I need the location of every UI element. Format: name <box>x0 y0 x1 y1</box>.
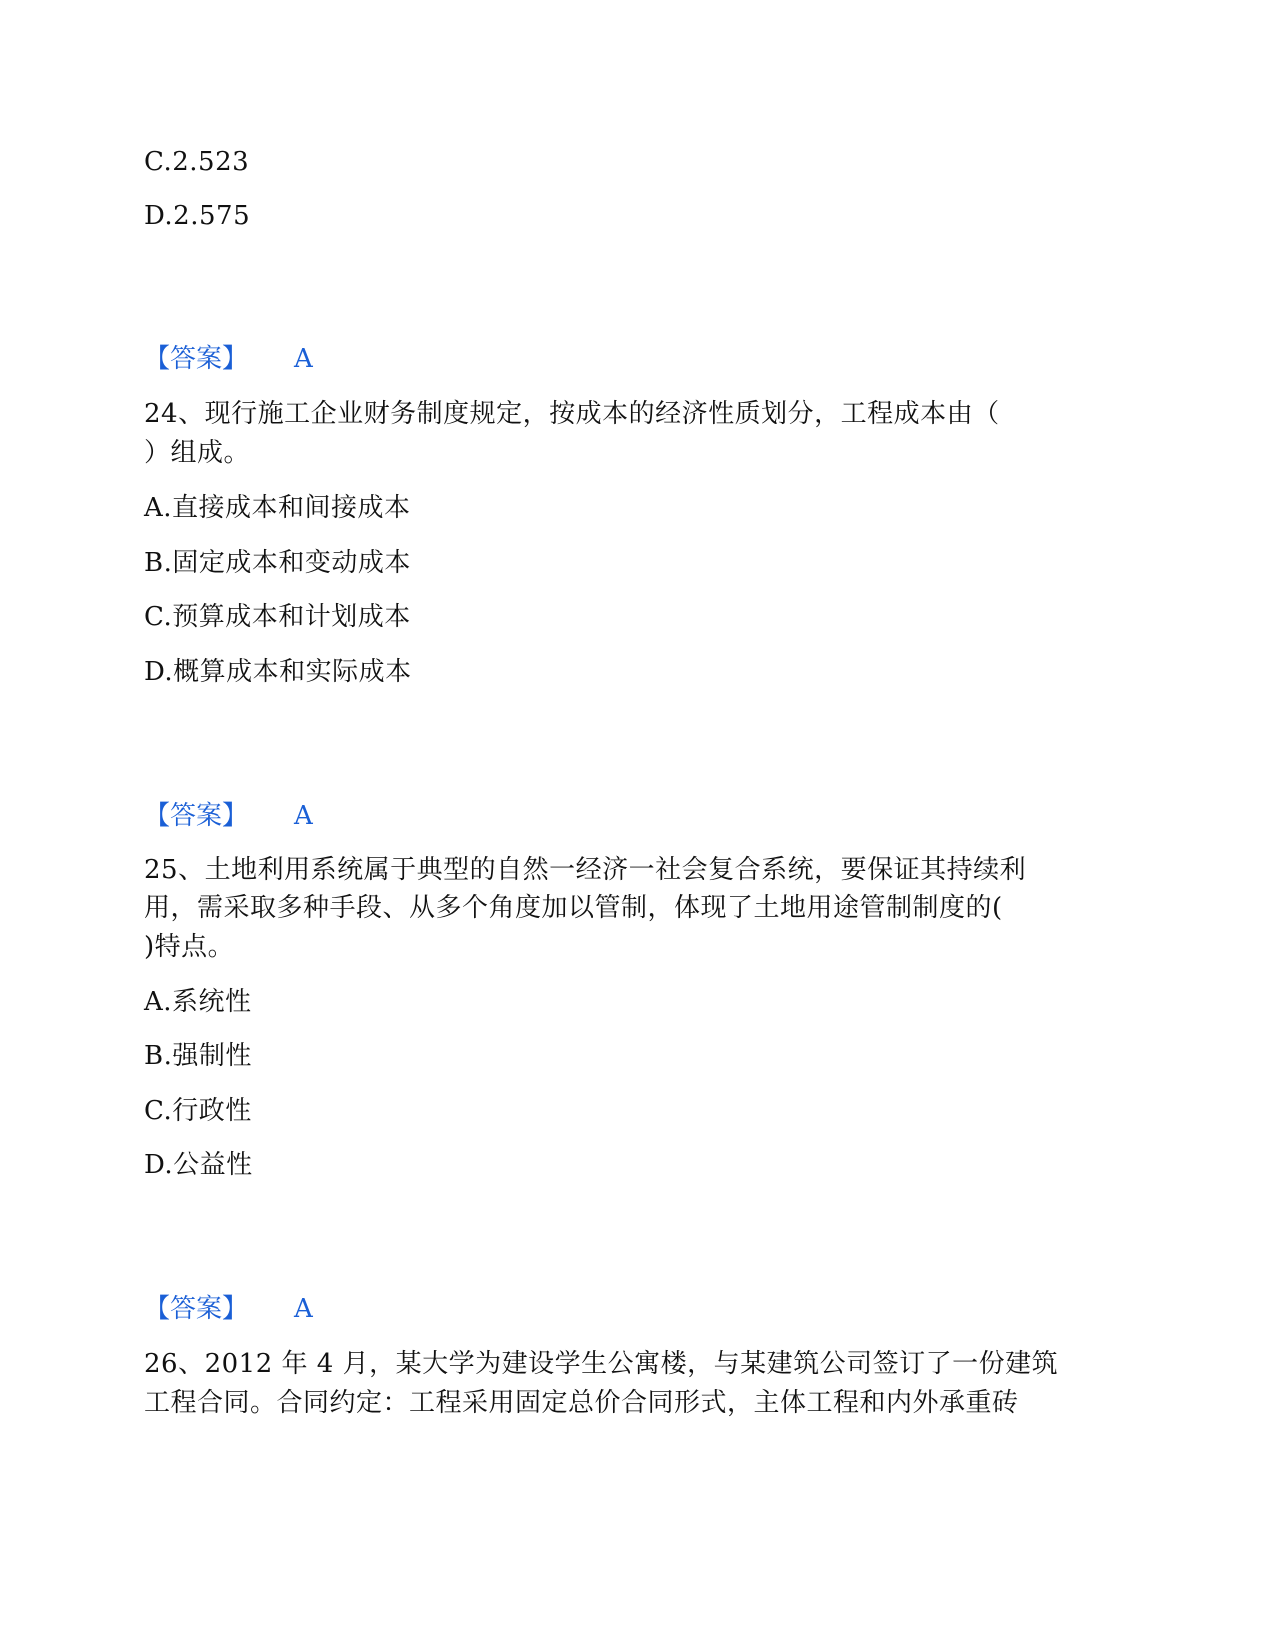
q24-option-a: A.直接成本和间接成本 <box>144 493 411 523</box>
q23-option-c: C.2.523 <box>144 147 250 177</box>
q26-stem-line-2: 工程合同。合同约定：工程采用固定总价合同形式，主体工程和内外承重砖 <box>144 1388 1019 1418</box>
q25-stem-line-1: 25、土地利用系统属于典型的自然一经济一社会复合系统，要保证其持续利 <box>144 855 1027 885</box>
answer-label: 【答案】 <box>144 801 249 831</box>
q25-stem-line-3: )特点。 <box>144 932 235 962</box>
q25-option-a: A.系统性 <box>144 987 252 1017</box>
q24-option-b: B.固定成本和变动成本 <box>144 548 411 578</box>
answer-value: A <box>294 344 313 374</box>
q26-stem-line-1: 26、2012 年 4 月，某大学为建设学生公寓楼，与某建筑公司签订了一份建筑 <box>144 1349 1059 1379</box>
q25-option-d: D.公益性 <box>144 1150 253 1180</box>
answer-label: 【答案】 <box>144 344 249 374</box>
answer-label: 【答案】 <box>144 1294 249 1324</box>
q24-option-d: D.概算成本和实际成本 <box>144 657 412 687</box>
q24-answer <box>144 801 313 831</box>
q24-option-c: C.预算成本和计划成本 <box>144 602 411 632</box>
q24-stem-line-1: 24、现行施工企业财务制度规定，按成本的经济性质划分，工程成本由（ <box>144 399 1000 429</box>
q25-answer <box>144 1294 313 1324</box>
q25-stem-line-2: 用，需采取多种手段、从多个角度加以管制，体现了土地用途管制制度的( <box>144 893 1003 923</box>
q25-option-b: B.强制性 <box>144 1041 252 1071</box>
q23-option-d: D.2.575 <box>144 201 251 231</box>
answer-value: A <box>294 801 313 831</box>
q24-stem-line-2: ）组成。 <box>144 438 251 468</box>
answer-value: A <box>294 1294 313 1324</box>
q23-answer <box>144 344 313 374</box>
q25-option-c: C.行政性 <box>144 1096 252 1126</box>
